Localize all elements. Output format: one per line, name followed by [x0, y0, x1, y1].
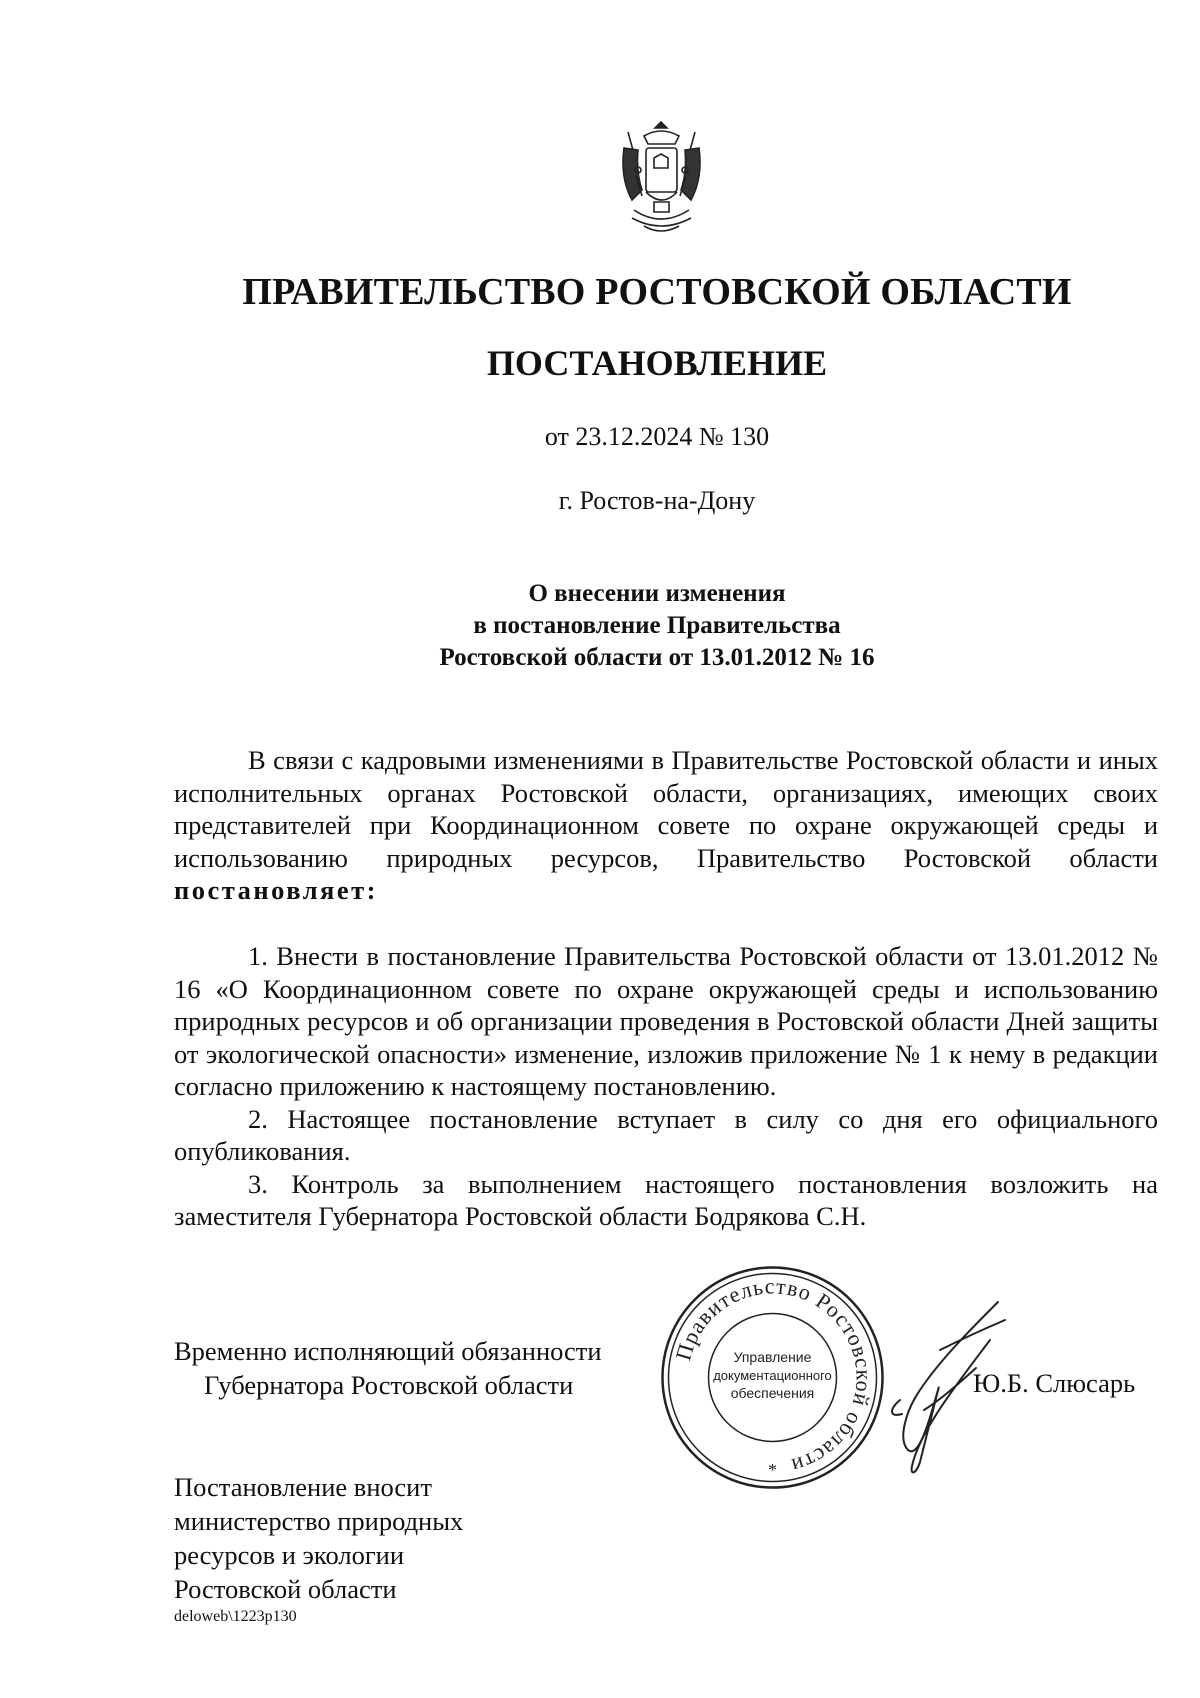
preamble-paragraph: [174, 744, 1158, 907]
coat-of-arms-emblem: [614, 118, 709, 240]
government-title: ПРАВИТЕЛЬСТВО РОСТОВСКОЙ ОБЛАСТИ: [242, 271, 1072, 313]
stamp-star: *: [768, 1460, 777, 1480]
preamble: [174, 744, 1158, 907]
preamble-text: В связи с кадровыми изменениями в Правительстве Ростовской области и иных исполнительных органах Ростовской области, организациях, имеющих своих представителей при Координационном совете по охране окружающей среды и использованию природных ресурсов, Правительство Ростовской области: [174, 745, 1158, 873]
note-line: министерство природных: [174, 1506, 464, 1536]
document-city: г. Ростов-на-Дону: [558, 486, 756, 515]
stamp-center-line: Управление: [733, 1349, 812, 1365]
resolution-item: 1. Внести в постановление Правительства Ростовской области от 13.01.2012 № 16 «О Координационном совете по охране окружающей среды и использованию природных ресурсов и об организации проведения в Ростовской области Дней защиты от экологической опасности» изменение, изложив приложение № 1 к нему в редакции согласно приложению к настоящему постановлению.: [174, 941, 1158, 1101]
resolution-keyword: постановляет:: [174, 875, 378, 905]
position-line: Губернатора Ростовской области: [204, 1370, 574, 1400]
resolution-items: [174, 940, 1158, 1233]
stamp-ring-path: Правительство Ростовской области: [670, 1273, 877, 1480]
official-seal-stamp: [657, 1262, 888, 1493]
document-code: deloweb\1223p130: [174, 1608, 297, 1625]
position-line: Временно исполняющий обязанности: [174, 1336, 602, 1366]
note-line: Ростовской области: [174, 1574, 397, 1604]
document-subject: [0, 578, 1200, 674]
note-line: Постановление вносит: [174, 1472, 432, 1502]
signatory-position: [174, 1334, 602, 1402]
subject-line: Ростовской области от 13.01.2012 № 16: [439, 644, 875, 671]
submitted-by-note: [174, 1470, 463, 1606]
resolution-item: 2. Настоящее постановление вступает в силу со дня его официального опубликования.: [174, 1103, 1158, 1166]
document-type: ПОСТАНОВЛЕНИЕ: [486, 343, 828, 383]
stamp-center-line: обеспечения: [730, 1385, 815, 1401]
subject-line: О внесении изменения: [528, 580, 786, 607]
resolution-item: 3. Контроль за выполнением настоящего постановления возложить на заместителя Губернатора Ростовской области Бодрякова С.Н.: [174, 1168, 1158, 1231]
stamp-center-line: документационного: [713, 1368, 832, 1383]
note-line: ресурсов и экологии: [174, 1540, 405, 1570]
subject-line: в постановление Правительства: [473, 612, 841, 639]
document-date-number: от 23.12.2024 № 130: [544, 422, 770, 451]
signatory-name: Ю.Б. Слюсарь: [973, 1368, 1136, 1398]
